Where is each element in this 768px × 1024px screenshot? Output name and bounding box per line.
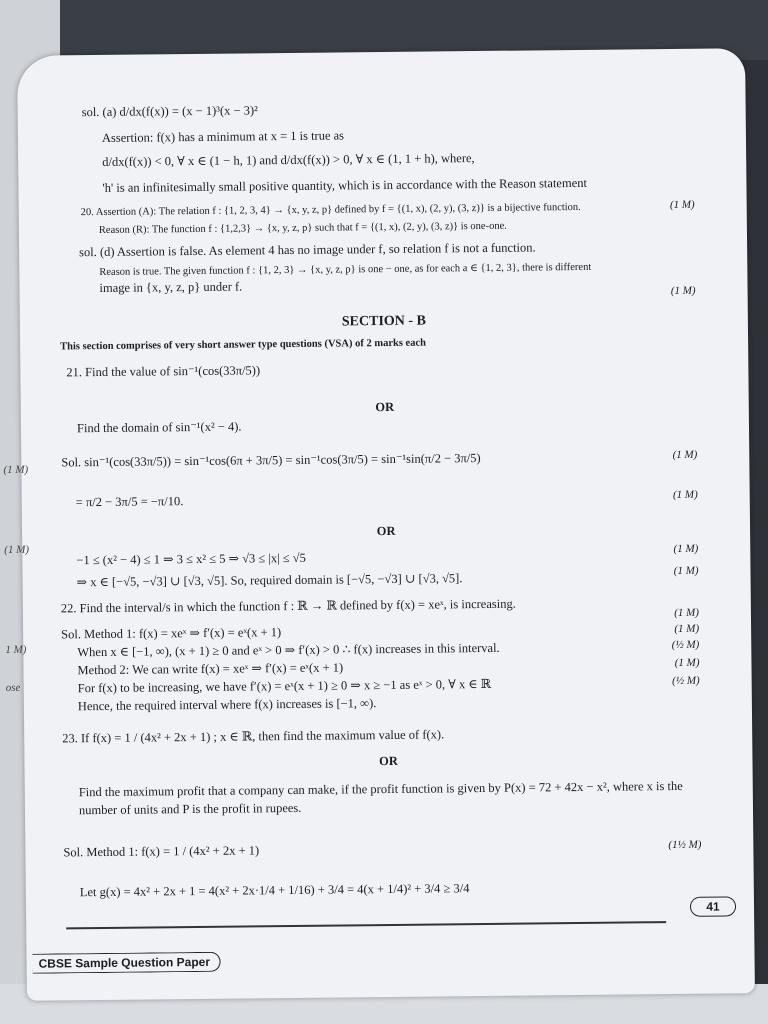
marks-label: (1 M) [673,564,699,577]
question-21-alternative: Find the domain of sin⁻¹(x² − 4). [76,419,242,436]
question-20-reason: Reason (R): The function f : {1,2,3} → {x, y, z, p} such that f = {(1, x), (2, y), (3, z)} is one-one. [98,220,507,236]
infinitesimal-line: 'h' is an infinitesimally small positive quantity, which is in accordance with the Reason statement [102,175,588,195]
section-title: SECTION - B [341,313,426,330]
assertion-minimum-line: Assertion: f(x) has a minimum at x = 1 is true as [101,128,345,145]
solution-20-reason-line: Reason is true. The given function f : {1, 2, 3} → {x, y, z, p} is one − one, as for each a ∈ {1, 2, 3}, there is different [99,261,592,278]
domain-inequality-line: −1 ≤ (x² − 4) ≤ 1 ⇒ 3 ≤ x² ≤ 5 ⇒ √3 ≤ |x| ≤ √5 [76,550,306,568]
solution-22-method-2: Method 2: We can write f(x) = xeˣ ⇒ f′(x) = eˣ(x + 1) [77,660,344,678]
or-label: OR [376,523,396,539]
margin-note: ose [5,681,21,694]
question-22: 22. Find the interval/s in which the function f : ℝ → ℝ defined by f(x) = xeˣ, is increasing. [60,596,516,616]
solution-22-interval-line: When x ∈ [−1, ∞), (x + 1) ≥ 0 and eˣ > 0 ⇒ f′(x) > 0 ∴ f(x) increases in this interval. [77,640,500,660]
book-page [3,48,755,1001]
margin-note: 1 M) [5,643,27,656]
footer-rule [66,921,666,929]
question-23: 23. If f(x) = 1 / (4x² + 2x + 1) ; x ∈ ℝ, then find the maximum value of f(x). [62,727,445,746]
marks-label: (1 M) [669,198,695,212]
marks-label: (1 M) [672,488,698,501]
question-21: 21. Find the value of sin⁻¹(cos(33π/5)) [66,363,261,380]
solution-22-condition-line: For f(x) to be increasing, we have f′(x) = eˣ(x + 1) ≥ 0 ⇒ x ≥ −1 as eˣ > 0, ∀ x ∈ ℝ [77,676,492,696]
marks-label: (½ M) [671,638,700,652]
marks-label: (1 M) [672,448,698,461]
solution-21-result: = π/2 − 3π/5 = −π/10. [75,494,184,510]
derivative-condition-line: d/dx(f(x)) < 0, ∀ x ∈ (1 − h, 1) and d/dx(f(x)) > 0, ∀ x ∈ (1, 1 + h), where, [102,151,475,169]
solution-20-image-line: image in {x, y, z, p} under f. [99,279,243,295]
page-number: 41 [690,896,736,916]
marks-label: (1 M) [674,606,700,619]
marks-label: (1½ M) [668,838,702,852]
solution-19-derivative: sol. (a) d/dx(f(x)) = (x − 1)³(x − 3)² [81,103,258,120]
question-20-assertion: 20. Assertion (A): The relation f : {1, 2, 3, 4} → {x, y, z, p} defined by f = {(1, x), (2, y), (3, z)} is a bijective function. [80,201,581,219]
solution-23-method-1: Sol. Method 1: f(x) = 1 / (4x² + 2x + 1) [63,843,260,860]
marks-label: (1 M) [670,284,696,298]
domain-result-line: ⇒ x ∈ [−√5, −√3] ∪ [√3, √5]. So, required domain is [−√5, −√3] ∪ [√3, √5]. [76,571,463,590]
section-description: This section comprises of very short answer type questions (VSA) of 2 marks each [60,337,427,353]
marks-label: (1 M) [674,656,700,669]
footer-title: CBSE Sample Question Paper [32,952,221,974]
solution-21-line: Sol. sin⁻¹(cos(33π/5)) = sin⁻¹cos(6π + 3π/5) = sin⁻¹cos(3π/5) = sin⁻¹sin(π/2 − 3π/5) [61,451,481,470]
solution-22-method-1: Sol. Method 1: f(x) = xeˣ ⇒ f′(x) = eˣ(x + 1) [61,625,282,642]
solution-23-completing-square: Let g(x) = 4x² + 2x + 1 = 4(x² + 2x·1/4 + 1/16) + 3/4 = 4(x + 1/4)² + 3/4 ≥ 3/4 [79,881,470,900]
solution-20-line: sol. (d) Assertion is false. As element 4 has no image under f, so relation f is not a function. [79,240,536,260]
or-label: OR [379,753,398,769]
margin-note: (1 M) [4,543,30,556]
margin-note: (1 M) [3,463,29,477]
question-23-alternative: Find the maximum profit that a company can make, if the profit function is given by P(x) = 72 + 42x − x², where x is the [78,778,683,800]
or-label: OR [375,399,395,415]
marks-label: (1 M) [673,542,699,555]
marks-label: (½ M) [672,674,700,688]
solution-22-conclusion: Hence, the required interval where f(x) increases is [−1, ∞). [77,696,377,714]
question-23-alternative-continued: number of units and P is the profit in rupees. [78,800,302,818]
marks-label: (1 M) [674,622,700,635]
